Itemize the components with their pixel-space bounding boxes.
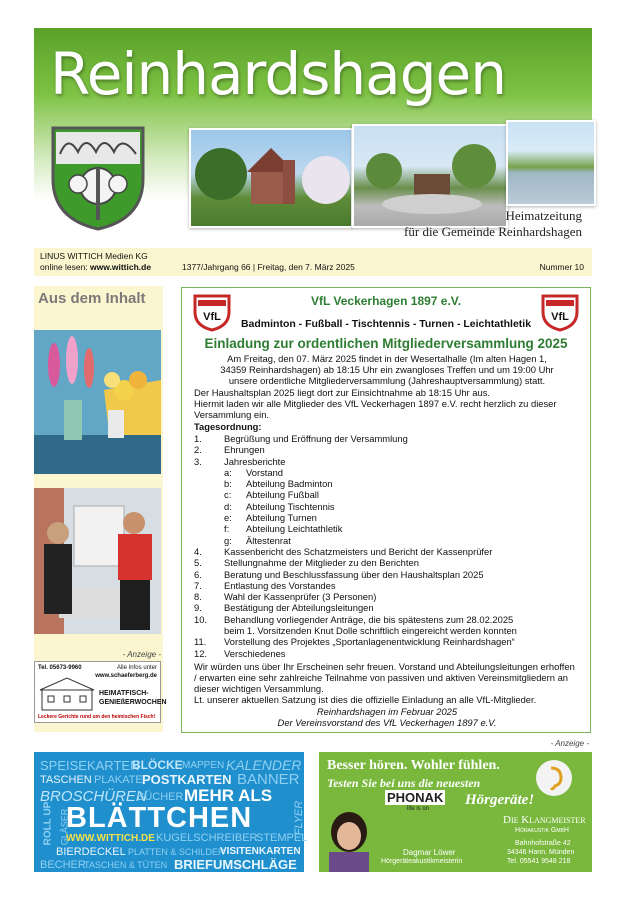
masthead <box>34 28 592 243</box>
info-bar <box>34 248 592 276</box>
masthead-title: Reinhardshagen <box>50 40 506 108</box>
sidebar-ad[interactable] <box>34 661 167 723</box>
wittich-word: SPEISEKARTEN <box>40 758 140 773</box>
agenda-item-text: Verschiedenes <box>224 647 286 659</box>
wittich-word: POSTKARTEN <box>142 772 232 787</box>
hearing-ad[interactable] <box>319 752 592 872</box>
agenda-item <box>194 433 580 444</box>
agenda-item <box>194 444 580 455</box>
wittich-word: TASCHEN & TÜTEN <box>84 860 168 870</box>
ad-url[interactable]: www.schaeferberg.de <box>95 673 157 679</box>
agenda-item-number: 9. <box>194 602 202 614</box>
agenda-title: Tagesordnung: <box>194 421 262 432</box>
intro-line-2: 34359 Reinhardshagen) ab 18:15 Uhr ein zwangloses Treffen und um 19:00 Uhr <box>220 364 554 375</box>
agenda-item-text: Jahresberichte <box>224 455 286 467</box>
vfl-logo-left-text: VfL <box>203 311 221 323</box>
vfl-logo-right-text: VfL <box>551 311 569 323</box>
agenda-item-number: 10. <box>194 613 208 625</box>
intro-line-1: Am Freitag, den 07. März 2025 findet in der Wesertalhalle (Im alten Hagen 1, <box>227 353 547 364</box>
agenda-item <box>194 625 580 636</box>
agenda-item <box>194 512 580 523</box>
company-name: Die Klangmeister <box>503 814 586 826</box>
agenda-item-number: 1. <box>194 433 202 444</box>
hearing-sub: Testen Sie bei uns die neuesten <box>327 776 481 790</box>
ad-headline-1: HEIMATFISCH- <box>99 690 149 697</box>
agenda-item-text: Behandlung vorliegender Anträge, die bis spätestens zum 28.02.2025 <box>224 613 514 625</box>
agenda-item-text: Abteilung Tischtennis <box>246 500 335 512</box>
agenda-item-number: 5. <box>194 557 202 569</box>
agenda-item <box>194 636 580 647</box>
wittich-word: BROSCHÜREN <box>40 788 147 805</box>
wittich-ad[interactable] <box>34 752 308 872</box>
agenda-item-number: b: <box>224 478 232 490</box>
agenda-item <box>194 648 580 659</box>
agenda-item-text: Entlastung des Vorstandes <box>224 579 336 591</box>
club-name: VfL Veckerhagen 1897 e.V. <box>310 294 462 308</box>
agenda-item-number: f: <box>224 523 230 535</box>
agenda-item-text: Abteilung Badminton <box>246 478 333 490</box>
club-notice <box>181 287 591 733</box>
sidebar-title: Aus dem Inhalt <box>38 290 146 307</box>
hearing-product: Hörgeräte! <box>465 792 535 808</box>
issue-info: 1377/Jahrgang 66 | Freitag, den 7. März 2025 <box>182 262 355 272</box>
invite-line-2: Versammlung ein. <box>194 409 270 420</box>
agenda-item-text: Bestätigung der Abteilungsleitungen <box>224 602 374 614</box>
intro-line-3: unsere ordentliche Mitgliederversammlung (Jahreshauptversammlung) statt. <box>228 375 546 386</box>
wittich-word: ROLL UP <box>42 801 54 846</box>
online-link[interactable]: www.wittich.de <box>90 262 152 272</box>
masthead-subtitle-1: Heimatzeitung <box>505 208 582 223</box>
person-name: Dagmar Löwer <box>403 848 456 857</box>
photo-plaza <box>352 124 508 228</box>
agenda-item-number: c: <box>224 489 232 501</box>
agenda-item-number: e: <box>224 512 232 524</box>
person-role: Hörgeräteakustikmeisterin <box>381 858 463 865</box>
agenda-item-text: Ehrungen <box>224 444 265 456</box>
bottom-anzeige-label: - Anzeige - <box>550 739 589 748</box>
hearing-headline: Besser hören. Wohler fühlen. <box>327 758 500 773</box>
agenda-item-number: 7. <box>194 579 202 591</box>
signature-line-1: Reinhardshagen im Februar 2025 <box>316 706 458 717</box>
budget-note: Der Haushaltsplan 2025 liegt dort zur Einsichtnahme ab 18:15 Uhr aus. <box>194 387 491 398</box>
agenda-item-number: 4. <box>194 545 202 557</box>
closing-line-2: / erwarten eine sehr zahlreiche Teilnahme von passiven und aktiven Vereinsmitgliedern an <box>194 672 568 683</box>
agenda-item <box>194 614 580 625</box>
wittich-word: KALENDER <box>226 757 302 773</box>
agenda-list <box>194 433 580 659</box>
agenda-item-number: 2. <box>194 444 202 456</box>
closing-line-1: Wir würden uns über Ihr Erscheinen sehr freuen. Vorstand und Abteilungsleitungen erhoffen <box>194 661 575 672</box>
photo-church <box>189 128 353 228</box>
agenda-item <box>194 478 580 489</box>
agenda-item-number: g: <box>224 534 232 546</box>
agenda-item-number: d: <box>224 500 232 512</box>
agenda-item <box>194 580 580 591</box>
wittich-word: BÜCHER <box>137 791 184 803</box>
ad-info: Alle Infos unter <box>116 665 157 671</box>
wittich-word: BIERDECKEL <box>56 846 126 858</box>
notice-heading: Einladung zur ordentlichen Mitgliederversammlung 2025 <box>204 336 568 351</box>
agenda-item-number: 11. <box>194 636 207 648</box>
coat-of-arms-icon <box>48 124 148 232</box>
wittich-word: TASCHEN <box>40 774 92 786</box>
club-sports: Badminton - Fußball - Tischtennis - Turnen - Leichtathletik <box>240 318 532 330</box>
agenda-item-text: Vorstellung des Projektes „Sportanlagenentwicklung Reinhardshagen“ <box>224 636 515 648</box>
agenda-item-text: Kassenbericht des Schatzmeisters und Bericht der Kassenprüfer <box>224 545 493 557</box>
agenda-item <box>194 535 580 546</box>
agenda-item-number: 6. <box>194 568 202 580</box>
agenda-item-text: Beratung und Beschlussfassung über den Haushaltsplan 2025 <box>224 568 484 580</box>
agenda-item-text: Ältestenrat <box>246 534 291 546</box>
company-city: 34346 Hann. Münden <box>507 849 575 856</box>
wittich-word: PLATTEN & SCHILDER <box>128 847 225 857</box>
closing-line-3: dieser wichtigen Versammlung. <box>194 683 324 694</box>
phonak-sub: life is on <box>407 806 430 812</box>
agenda-item <box>194 467 580 478</box>
agenda-item-number: 3. <box>194 455 202 467</box>
agenda-item <box>194 591 580 602</box>
agenda-item <box>194 489 580 500</box>
photo-people <box>34 488 161 634</box>
agenda-item-text: Abteilung Fußball <box>246 489 319 501</box>
ad-tagline: Leckere Gerichte rund um den heimischen Fisch! <box>38 714 156 720</box>
person-photo <box>323 810 375 872</box>
agenda-item-text: Abteilung Leichtathletik <box>246 523 343 535</box>
wittich-word: MEHR ALS <box>184 786 273 805</box>
wittich-url[interactable]: WWW.WITTICH.DE <box>66 833 155 844</box>
ad-phone: Tel. 05673-9960 <box>38 665 82 671</box>
online-label: online lesen: <box>40 262 88 272</box>
wittich-word: BANNER <box>237 771 300 788</box>
agenda-item-text: Vorstand <box>246 466 284 478</box>
photo-flowers <box>34 330 161 474</box>
building-icon <box>38 676 96 712</box>
agenda-item-number: a: <box>224 466 232 478</box>
agenda-item <box>194 602 580 613</box>
invite-line-1: Hiermit laden wir alle Mitglieder des VfL Veckerhagen 1897 e.V. recht herzlich zu dieser <box>194 398 557 409</box>
agenda-item-text: Abteilung Turnen <box>246 512 317 524</box>
wittich-word: PLAKATE <box>94 774 143 786</box>
wittich-word: BLÖCKE <box>132 758 183 772</box>
wittich-word: VISITENKARTEN <box>220 846 301 857</box>
wittich-word: BECHER <box>40 859 86 871</box>
issue-number: Nummer 10 <box>539 262 584 272</box>
agenda-item-text: Wahl der Kassenprüfer (3 Personen) <box>224 591 377 603</box>
agenda-item <box>194 557 580 568</box>
agenda-item <box>194 546 580 557</box>
wittich-word: MAPPEN <box>182 760 225 771</box>
company-phone: Tel. 05541 9548 218 <box>507 858 571 865</box>
wittich-headline: BLÄTTCHEN <box>66 802 253 834</box>
agenda-item-text: Stellungnahme der Mitglieder zu den Berichten <box>224 557 419 569</box>
company-street: Bahnhofstraße 42 <box>515 840 571 847</box>
agenda-item-text: Begrüßung und Eröffnung der Versammlung <box>224 433 408 444</box>
wittich-word: FLYER <box>293 800 306 836</box>
agenda-item-number: 8. <box>194 591 202 603</box>
wittich-word: GLÄSER <box>59 808 70 846</box>
sidebar-anzeige-label: - Anzeige - <box>122 650 161 659</box>
company-sub: Hörakustik GmbH <box>515 827 569 834</box>
wittich-word: BRIEFUMSCHLÄGE <box>174 857 297 872</box>
wittich-word: STEMPEL <box>256 832 308 844</box>
ear-icon <box>529 758 579 798</box>
masthead-subtitle-2: für die Gemeinde Reinhardshagen <box>404 224 582 239</box>
agenda-item <box>194 501 580 512</box>
signature-line-2: Der Vereinsvorstand des VfL Veckerhagen 1897 e.V. <box>277 717 497 728</box>
agenda-item <box>194 523 580 534</box>
publisher: LINUS WITTICH Medien KG <box>40 251 148 261</box>
closing-line-4: Lt. unserer aktuellen Satzung ist dies die offizielle Einladung an alle VfL-Mitglieder. <box>194 694 537 705</box>
wittich-word: KUGELSCHREIBER <box>156 832 258 844</box>
agenda-item <box>194 456 580 467</box>
agenda-item <box>194 569 580 580</box>
photo-river <box>506 120 596 206</box>
agenda-item-number: 12. <box>194 647 208 659</box>
phonak-logo: PHONAK <box>387 790 444 805</box>
ad-headline-2: GENIEßERWOCHEN <box>99 699 167 706</box>
agenda-item-text: beim 1. Vorsitzenden Knut Dolle schriftlich eingereicht werden konnten <box>224 625 517 637</box>
